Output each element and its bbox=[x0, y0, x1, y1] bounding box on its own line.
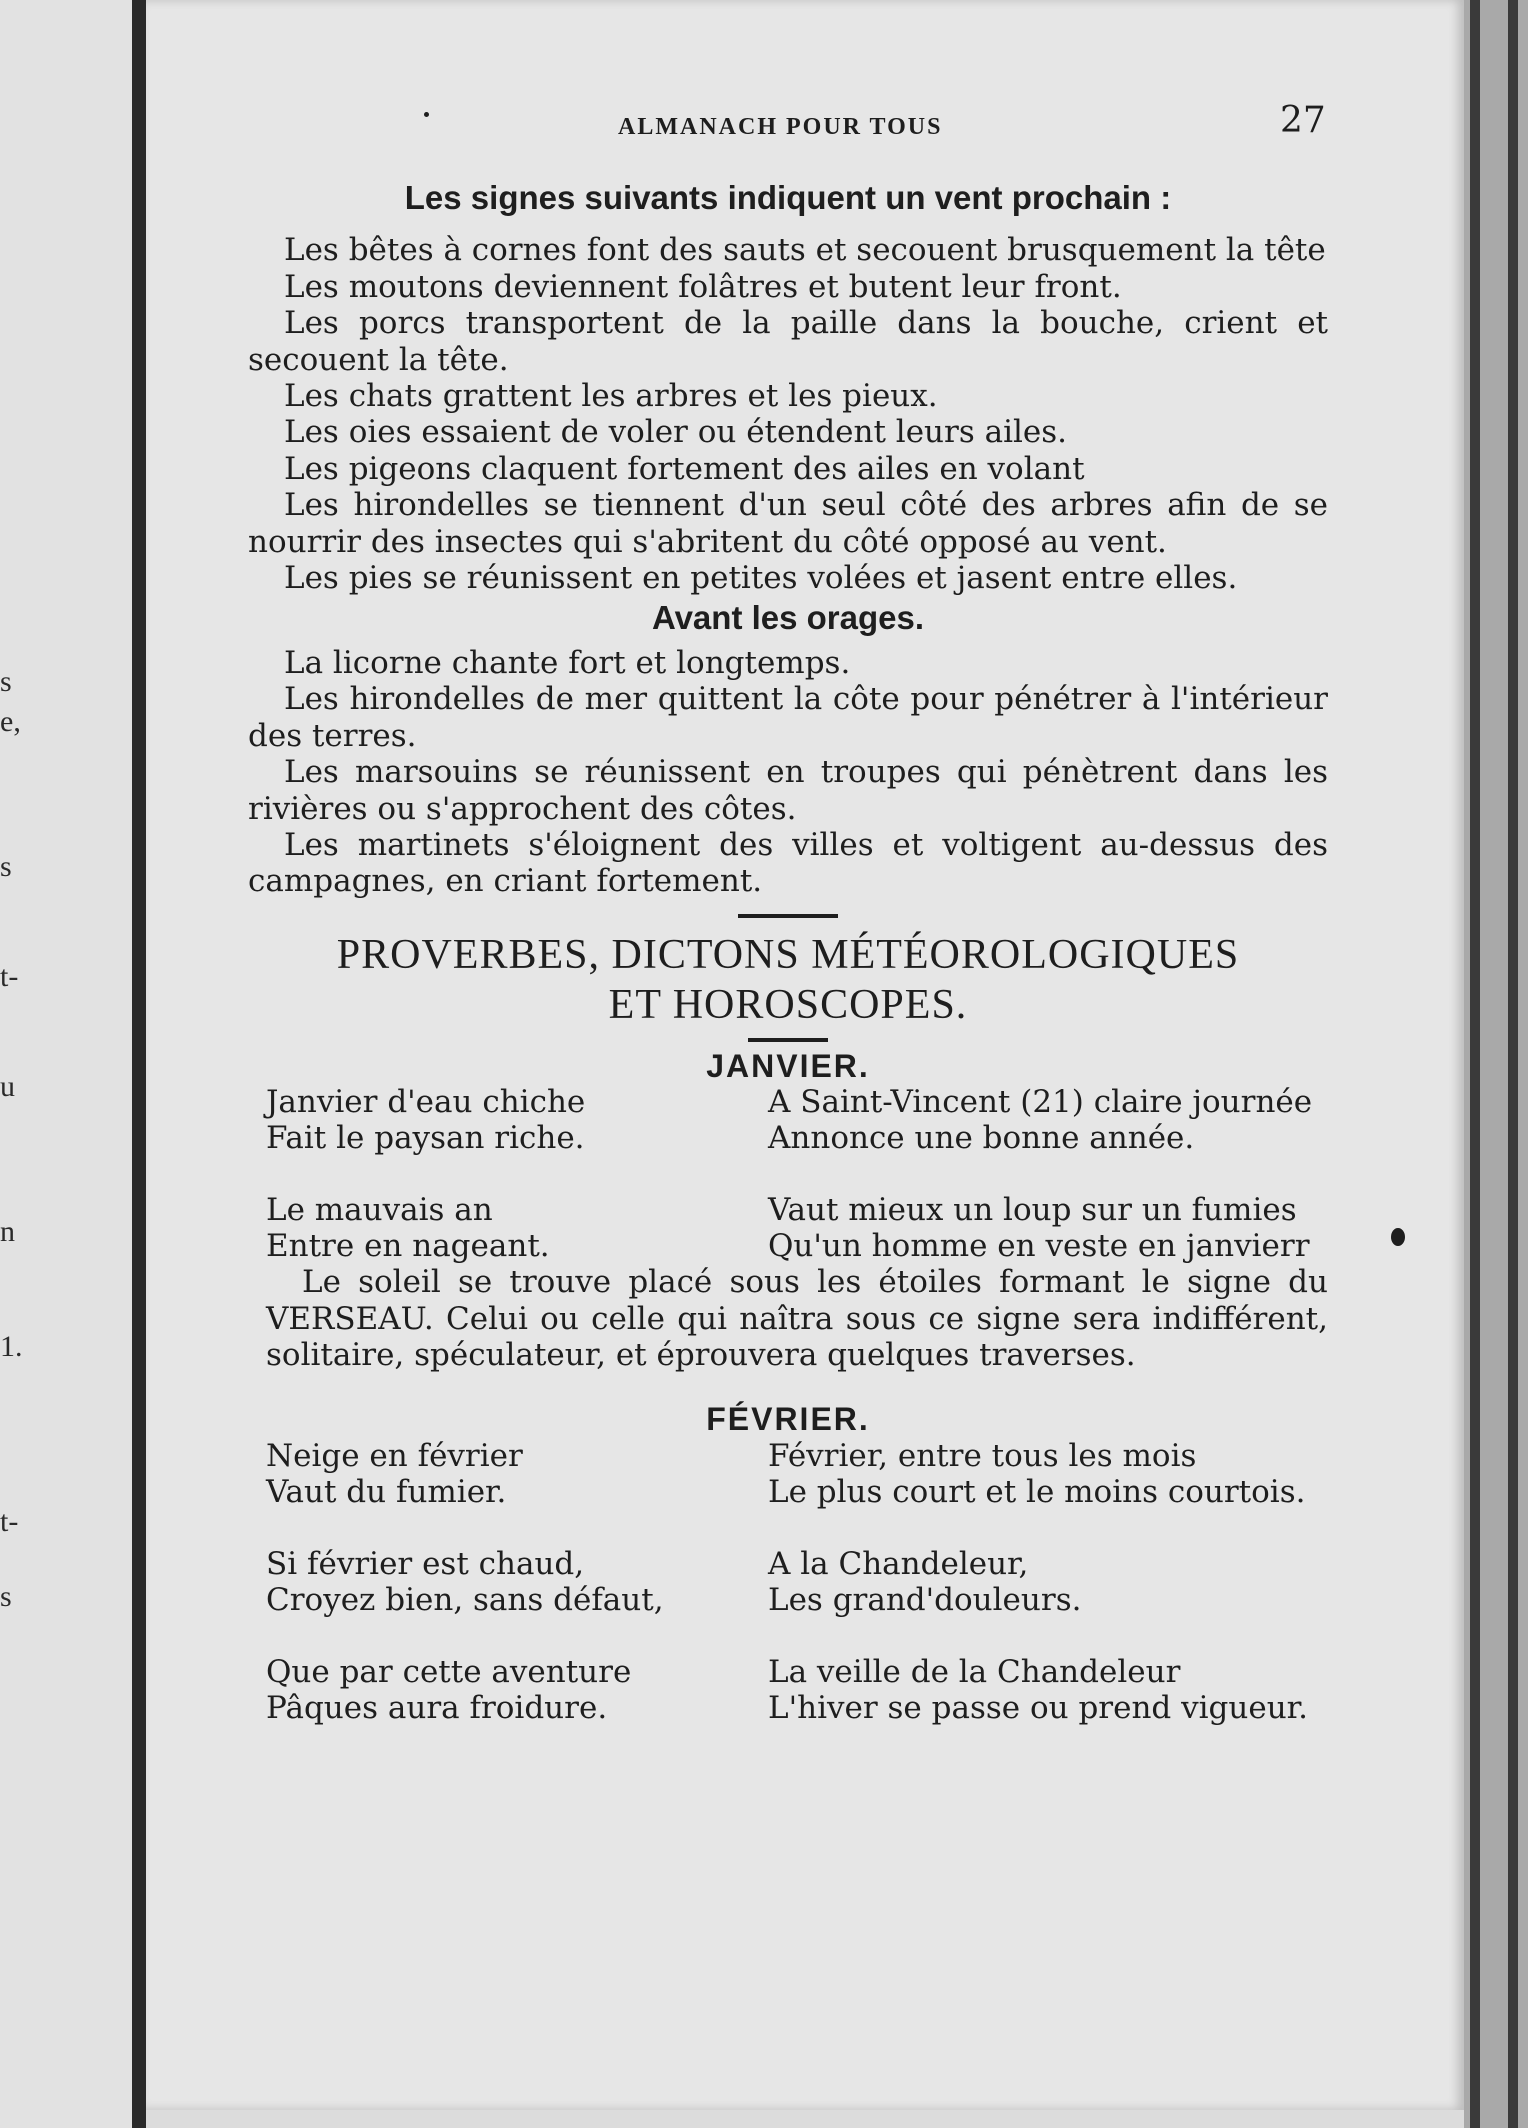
month-heading-fevrier: FÉVRIER. bbox=[706, 1401, 870, 1438]
divider-rule bbox=[748, 1038, 828, 1042]
proverb-line: Croyez bien, sans défaut, bbox=[266, 1581, 664, 1618]
section-heading-storms: Avant les orages. bbox=[651, 599, 925, 637]
edge-strip bbox=[1470, 0, 1480, 2128]
page-number: 27 bbox=[1280, 100, 1326, 141]
paragraph: Les marsouins se réunissent en troupes qui pénètrent dans les rivières ou s'approchent des côtes. bbox=[248, 754, 1328, 827]
proverbs-title-line1: PROVERBES, DICTONS MÉTÉOROLOGIQUES bbox=[336, 931, 1240, 978]
margin-fragment: 1. bbox=[0, 1330, 23, 1363]
proverb-line: A la Chandeleur, bbox=[768, 1545, 1029, 1582]
proverb-line: Vaut mieux un loup sur un fumies bbox=[768, 1192, 1297, 1229]
edge-strip bbox=[1508, 0, 1518, 2128]
margin-fragment: t- bbox=[0, 1505, 19, 1538]
paragraph: Les chats grattent les arbres et les pieux. bbox=[284, 378, 938, 415]
proverb-line: Le mauvais an bbox=[266, 1192, 493, 1229]
paragraph: La licorne chante fort et longtemps. bbox=[284, 644, 851, 681]
section-heading-wind: Les signes suivants indiquent un vent prochain : bbox=[404, 179, 1172, 216]
proverb-line: Janvier d'eau chiche bbox=[266, 1084, 586, 1121]
janvier-proverbs bbox=[248, 1192, 1328, 1264]
proverb-line: Fait le paysan riche. bbox=[266, 1120, 585, 1157]
ink-blot bbox=[1391, 1228, 1405, 1246]
book-gutter bbox=[132, 0, 146, 2128]
paragraph: Les pies se réunissent en petites volées et jasent entre elles. bbox=[284, 560, 1238, 597]
paragraph: Les hirondelles se tiennent d'un seul côté des arbres afin de se nourrir des insectes qui s'abritent du côté opposé au vent. bbox=[248, 487, 1328, 560]
margin-fragment: e, bbox=[0, 705, 21, 738]
proverb-line: Les grand'douleurs. bbox=[768, 1581, 1082, 1618]
janvier-proverbs bbox=[248, 1084, 1328, 1156]
fevrier-proverbs bbox=[248, 1438, 1328, 1510]
paragraph: Les oies essaient de voler ou étendent leurs ailes. bbox=[284, 414, 1068, 451]
page-content bbox=[248, 180, 1328, 1726]
proverb-line: A Saint-Vincent (21) claire journée bbox=[768, 1084, 1313, 1121]
horoscope-janvier: Le soleil se trouve placé sous les étoiles formant le signe du VERSEAU. Celui ou celle qui naîtra sous ce signe sera indifférent, solitaire, spéculateur, et éprouvera quelques traverses. bbox=[266, 1264, 1328, 1373]
proverb-line: Si février est chaud, bbox=[266, 1545, 585, 1582]
margin-fragment: s bbox=[0, 850, 12, 883]
proverb-line: Le plus court et le moins courtois. bbox=[768, 1473, 1306, 1510]
paragraph: Les moutons deviennent folâtres et butent leur front. bbox=[284, 268, 1122, 305]
left-page-margin bbox=[0, 0, 132, 2128]
fevrier-proverbs bbox=[248, 1546, 1328, 1618]
proverb-line: La veille de la Chandeleur bbox=[768, 1653, 1181, 1690]
proverb-line: Annonce une bonne année. bbox=[768, 1120, 1195, 1157]
fevrier-proverbs bbox=[248, 1654, 1328, 1726]
speck bbox=[424, 112, 429, 117]
paragraph: Les bêtes à cornes font des sauts et secouent brusquement la tête bbox=[284, 232, 1326, 269]
margin-fragment: s bbox=[0, 665, 12, 698]
proverb-line: Neige en février bbox=[266, 1437, 523, 1474]
paragraph: Les hirondelles de mer quittent la côte pour pénétrer à l'intérieur des terres. bbox=[248, 681, 1328, 754]
proverb-line: Pâques aura froidure. bbox=[266, 1689, 608, 1726]
proverb-line: Qu'un homme en veste en janvierr bbox=[768, 1228, 1310, 1265]
proverb-line: Que par cette aventure bbox=[266, 1653, 632, 1690]
paragraph: Les porcs transportent de la paille dans la bouche, crient et secouent la tête. bbox=[248, 305, 1328, 378]
margin-fragment: u bbox=[0, 1070, 15, 1103]
page-edge bbox=[1464, 0, 1528, 2128]
running-header: ALMANACH POUR TOUS bbox=[618, 114, 943, 140]
paragraph: Les martinets s'éloignent des villes et voltigent au-dessus des campagnes, en criant fortement. bbox=[248, 826, 1328, 900]
month-heading-janvier: JANVIER. bbox=[706, 1047, 870, 1084]
proverb-line: Entre en nageant. bbox=[266, 1228, 550, 1265]
proverb-line: L'hiver se passe ou prend vigueur. bbox=[768, 1689, 1308, 1726]
margin-fragment: s bbox=[0, 1580, 12, 1613]
proverb-line: Vaut du fumier. bbox=[266, 1473, 507, 1510]
divider-rule bbox=[738, 914, 838, 918]
margin-fragment: t- bbox=[0, 960, 19, 993]
proverb-line: Février, entre tous les mois bbox=[768, 1437, 1197, 1474]
margin-fragment: n bbox=[0, 1215, 15, 1248]
paragraph: Les pigeons claquent fortement des ailes en volant bbox=[284, 450, 1085, 487]
proverbs-title-line2: ET HOROSCOPES. bbox=[608, 981, 968, 1028]
